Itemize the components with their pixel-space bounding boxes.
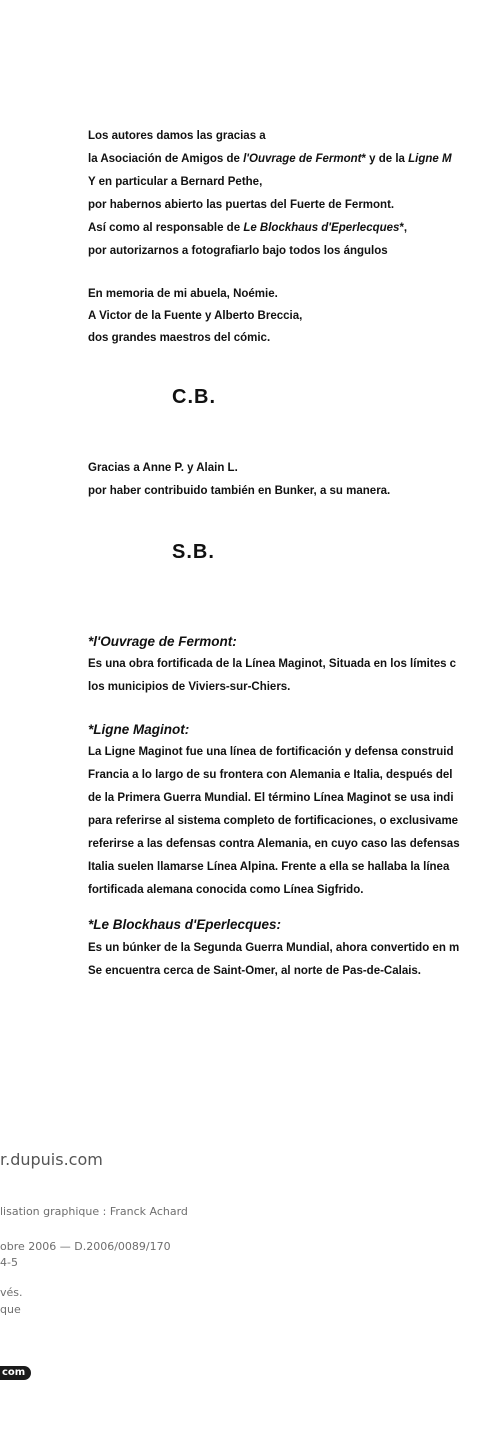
- note-maginot-line: para referirse al sistema completo de fortificaciones, o exclusivame: [88, 815, 459, 827]
- signature-sb: S.B.: [172, 541, 215, 563]
- note-maginot-line: Italia suelen llamarse Línea Alpina. Frente a ella se hallaba la línea: [88, 861, 450, 873]
- note-fermont-title: *l'Ouvrage de Fermont:: [88, 634, 237, 649]
- note-fermont-line: Es una obra fortificada de la Línea Maginot, Situada en los límites c: [88, 658, 457, 670]
- footer-rights-1: vés.: [0, 1286, 23, 1299]
- ack-line-1: Los autores damos las gracias a: [88, 130, 266, 142]
- memorial-line-3: dos grandes maestros del cómic.: [88, 332, 271, 344]
- ack-line-5-pre: Así como al responsable de: [88, 222, 244, 234]
- note-blockhaus-line: Se encuentra cerca de Saint-Omer, al norte de Pas-de-Calais.: [88, 965, 421, 977]
- footer-com-badge: com: [0, 1366, 31, 1380]
- ack-line-3: Y en particular a Bernard Pethe,: [88, 176, 263, 188]
- ack-line-2-pre: la Asociación de Amigos de: [88, 153, 244, 165]
- ack-line-2-maginot: Ligne M: [408, 153, 452, 165]
- note-maginot-line: fortificada alemana conocida como Línea Sigfrido.: [88, 884, 364, 896]
- ack-line-2-fermont: l'Ouvrage de Fermont: [243, 153, 362, 165]
- footer-rights-2: que: [0, 1303, 21, 1316]
- note-maginot-line: referirse a las defensas contra Alemania, en cuyo caso las defensas: [88, 838, 460, 850]
- note-maginot-line: Francia a lo largo de su frontera con Alemania e Italia, después del: [88, 769, 453, 781]
- ack-line-5: [88, 221, 407, 235]
- note-blockhaus-line: Es un búnker de la Segunda Guerra Mundial, ahora convertido en m: [88, 942, 460, 954]
- note-fermont-line: los municipios de Viviers-sur-Chiers.: [88, 681, 291, 693]
- note-maginot-title: *Ligne Maginot:: [88, 722, 190, 737]
- ack-line-2-mid: * y de la: [361, 153, 409, 165]
- thanks-line-1: Gracias a Anne P. y Alain L.: [88, 462, 238, 474]
- footer-legal-deposit: obre 2006 — D.2006/0089/170: [0, 1240, 171, 1253]
- ack-line-5-blockhaus: Le Blockhaus d'Eperlecques: [243, 222, 400, 234]
- thanks-line-2: por haber contribuido también en Bunker, a su manera.: [88, 485, 391, 497]
- note-maginot-line: de la Primera Guerra Mundial. El término Línea Maginot se usa indi: [88, 792, 454, 804]
- ack-line-4: por habernos abierto las puertas del Fuerte de Fermont.: [88, 199, 395, 211]
- footer-website-url: r.dupuis.com: [0, 1150, 103, 1169]
- ack-line-5-post: *,: [399, 222, 408, 234]
- memorial-line-2: A Victor de la Fuente y Alberto Breccia,: [88, 310, 303, 322]
- note-maginot-line: La Ligne Maginot fue una línea de fortificación y defensa construid: [88, 746, 454, 758]
- memorial-line-1: En memoria de mi abuela, Noémie.: [88, 288, 278, 300]
- ack-line-2: [88, 152, 452, 166]
- footer-isbn: 4-5: [0, 1256, 18, 1269]
- note-blockhaus-title: *Le Blockhaus d'Eperlecques:: [88, 917, 282, 932]
- footer-credit: lisation graphique : Franck Achard: [0, 1205, 188, 1218]
- ack-line-6: por autorizarnos a fotografiarlo bajo todos los ángulos: [88, 245, 388, 257]
- signature-cb: C.B.: [172, 386, 216, 408]
